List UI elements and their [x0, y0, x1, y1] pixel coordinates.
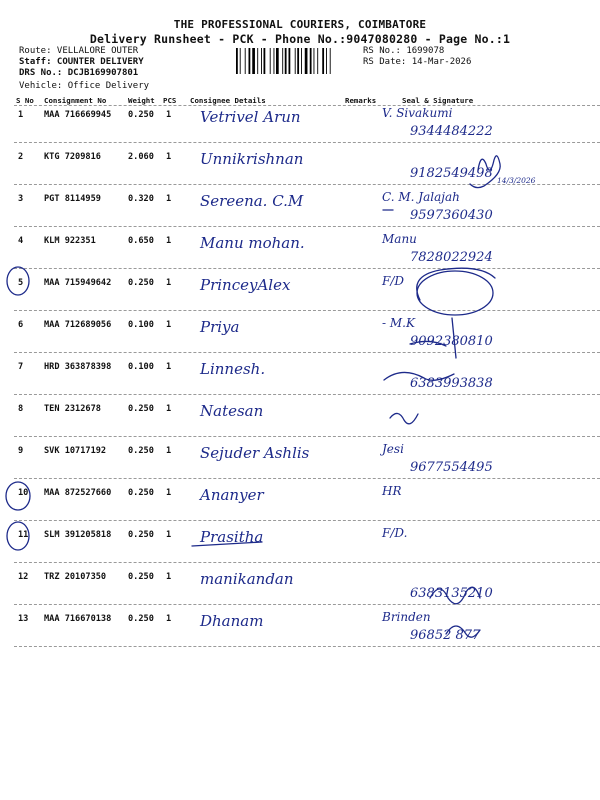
cell-consignment: MAA 716670138: [44, 614, 112, 624]
signature-mark-8: [390, 413, 418, 423]
handwritten-consignee: Ananyer: [200, 486, 264, 504]
handwritten-signature: V. Sivakumi: [382, 106, 453, 120]
handwritten-consignee: Prasitha: [200, 528, 264, 546]
cell-consignment: KTG 7209816: [44, 152, 101, 162]
handwritten-signature: C. M. Jalajah: [382, 190, 460, 204]
cell-weight: 0.250: [128, 488, 154, 498]
company-title: THE PROFESSIONAL COURIERS, COIMBATORE: [173, 18, 427, 31]
handwritten-phone: 7828022924: [410, 250, 493, 265]
runsheet-title: Delivery Runsheet - PCK - Phone No.:9047080280 - Page No.:1: [89, 32, 511, 46]
handwritten-consignee: Priya: [200, 318, 240, 336]
cell-sno: 13: [18, 614, 29, 624]
col-header-consignment: Consignment No: [44, 96, 107, 105]
col-header-remarks: Remarks: [345, 96, 377, 105]
cell-consignment: MAA 712689056: [44, 320, 112, 330]
cell-sno: 3: [18, 194, 24, 204]
cell-sno: 2: [18, 152, 24, 162]
handwritten-consignee: Dhanam: [200, 612, 264, 630]
signature-scribble-12: [430, 587, 480, 604]
cell-weight: 0.100: [128, 320, 154, 330]
handwritten-phone: 9344484222: [410, 124, 493, 139]
cell-weight: 0.650: [128, 236, 154, 246]
fd-stamp-circle: [417, 271, 493, 315]
cell-consignment: SLM 391205818: [44, 530, 112, 540]
rs-date: RS Date: 14-Mar-2026: [363, 57, 472, 67]
cell-weight: 0.250: [128, 110, 154, 120]
handwritten-phone: 9677554495: [410, 460, 493, 475]
signature-strike-7: [384, 372, 454, 380]
cell-consignment: TEN 2312678: [44, 404, 101, 414]
staff-label: Staff: COUNTER DELIVERY: [19, 57, 144, 67]
cell-sno: 7: [18, 362, 24, 372]
cell-pcs: 1: [166, 572, 172, 582]
signature-scribble-13: [446, 626, 480, 637]
cell-consignment: TRZ 20107350: [44, 572, 107, 582]
cell-weight: 0.250: [128, 530, 154, 540]
cell-pcs: 1: [166, 446, 172, 456]
signature-strike-6: [410, 318, 456, 358]
handwritten-signature: Manu: [382, 232, 417, 246]
cell-pcs: 1: [166, 404, 172, 414]
cell-weight: 0.320: [128, 194, 154, 204]
cell-weight: 0.250: [128, 446, 154, 456]
cell-sno: 10: [18, 488, 29, 498]
cell-consignment: KLM 922351: [44, 236, 96, 246]
handwritten-phone: 6383135210: [410, 586, 493, 601]
signature-squiggle-2: [470, 156, 500, 188]
cell-pcs: 1: [166, 278, 172, 288]
cell-pcs: 1: [166, 236, 172, 246]
cell-pcs: 1: [166, 614, 172, 624]
handwritten-signature: - M.K: [382, 316, 415, 330]
cell-consignment: HRD 363878398: [44, 362, 112, 372]
consignee-strike-11: [192, 542, 262, 546]
handwritten-signature: F/D.: [382, 526, 408, 540]
cell-sno: 12: [18, 572, 29, 582]
cell-pcs: 1: [166, 488, 172, 498]
circle-row-11: [7, 522, 29, 550]
cell-pcs: 1: [166, 362, 172, 372]
handwritten-consignee: PrinceyAlex: [200, 276, 291, 294]
handwritten-phone: 9597360430: [410, 208, 493, 223]
handwritten-consignee: Sejuder Ashlis: [200, 444, 310, 462]
date-stamp: 14/3/2026: [497, 176, 536, 185]
handwritten-phone: 9092380810: [410, 334, 493, 349]
cell-weight: 0.100: [128, 362, 154, 372]
cell-sno: 5: [18, 278, 24, 288]
cell-weight: 2.060: [128, 152, 154, 162]
handwritten-consignee: Linnesh.: [200, 360, 266, 378]
rs-number: RS No.: 1699078: [363, 46, 445, 56]
cell-weight: 0.250: [128, 278, 154, 288]
cell-consignment: PGT 8114959: [44, 194, 101, 204]
col-header-weight: Weight: [128, 96, 155, 105]
handwritten-signature: F/D: [382, 274, 404, 288]
circle-row-10: [6, 482, 30, 510]
cell-weight: 0.250: [128, 572, 154, 582]
col-header-sno: S No: [16, 96, 34, 105]
fd-stamp-swirl: [417, 268, 495, 300]
handwritten-phone: 96852 877: [410, 628, 481, 643]
route-label: Route: VELLALORE OUTER: [19, 46, 139, 56]
handwritten-consignee: Natesan: [200, 402, 264, 420]
handwritten-phone: 6383993838: [410, 376, 493, 391]
cell-consignment: MAA 716669945: [44, 110, 112, 120]
cell-sno: 6: [18, 320, 24, 330]
cell-sno: 1: [18, 110, 24, 120]
cell-sno: 11: [18, 530, 29, 540]
cell-weight: 0.250: [128, 614, 154, 624]
handwritten-consignee: Unnikrishnan: [200, 150, 304, 168]
cell-pcs: 1: [166, 320, 172, 330]
handwritten-consignee: Sereena. C.M: [200, 192, 304, 210]
cell-pcs: 1: [166, 194, 172, 204]
cell-pcs: 1: [166, 530, 172, 540]
cell-pcs: 1: [166, 110, 172, 120]
drs-number: DRS No.: DCJB169907801: [19, 68, 139, 78]
handwritten-signature: Jesi: [382, 442, 404, 456]
handwritten-signature: Brinden: [382, 610, 431, 624]
cell-consignment: SVK 10717192: [44, 446, 107, 456]
handwritten-consignee: manikandan: [200, 570, 294, 588]
handwritten-consignee: Manu mohan.: [200, 234, 305, 252]
cell-consignment: MAA 872527660: [44, 488, 112, 498]
cell-consignment: MAA 715949642: [44, 278, 112, 288]
handwritten-phone: 9182549498: [410, 166, 493, 181]
col-header-pcs: PCS: [163, 96, 177, 105]
cell-sno: 8: [18, 404, 24, 414]
cell-sno: 9: [18, 446, 24, 456]
cell-pcs: 1: [166, 152, 172, 162]
cell-weight: 0.250: [128, 404, 154, 414]
vehicle-label: Vehicle: Office Delivery: [19, 81, 150, 91]
handwritten-signature: HR: [382, 484, 402, 498]
handwritten-consignee: Vetrivel Arun: [200, 108, 301, 126]
col-header-seal: Seal & Signature: [402, 96, 474, 105]
col-header-consignee: Consignee Details: [190, 96, 266, 105]
circle-row-5: [7, 267, 29, 295]
cell-sno: 4: [18, 236, 24, 246]
